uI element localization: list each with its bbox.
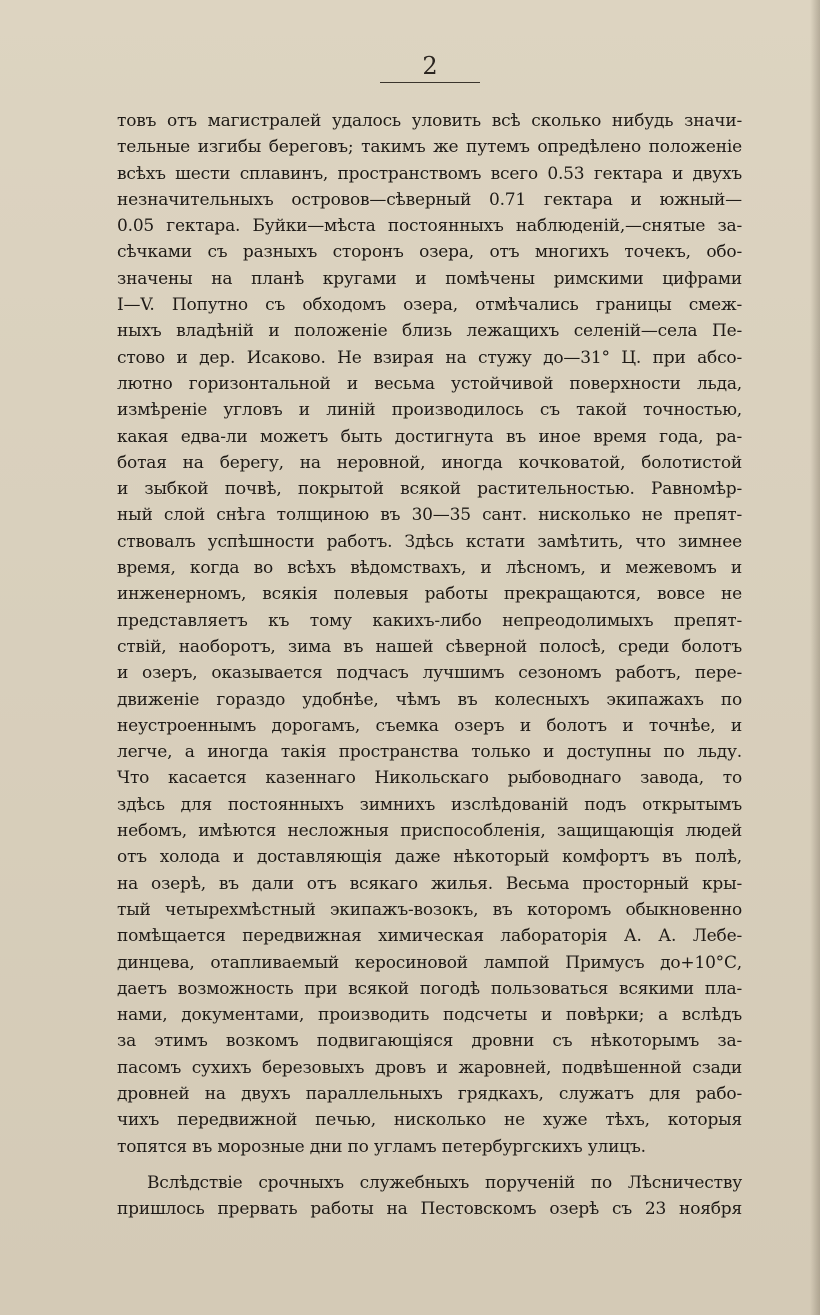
text-line: стово и дер. Исаково. Не взирая на стужу до—31° Ц. при абсо-: [117, 347, 742, 368]
paragraph-1: [117, 108, 742, 1160]
text-line: пасомъ сухихъ березовыхъ дровъ и жаровней, подвѣшенной сзади: [117, 1057, 742, 1078]
text-line: лютно горизонтальной и весьма устойчивой поверхности льда,: [117, 373, 742, 394]
text-line: дровней на двухъ параллельныхъ грядкахъ, служатъ для рабо-: [117, 1083, 742, 1104]
text-line: Что касается казеннаго Никольскаго рыбоводнаго завода, то: [117, 768, 742, 789]
text-line: инженерномъ, всякія полевыя работы прекращаются, вовсе не: [117, 584, 742, 605]
text-line: даетъ возможность при всякой погодѣ пользоваться всякими пла-: [117, 978, 742, 999]
page-body: [117, 108, 742, 1222]
text-line: легче, а иногда такія пространства только и доступны по льду.: [117, 742, 742, 763]
text-line: тый четырехмѣстный экипажъ-возокъ, въ которомъ обыкновенно: [117, 899, 742, 920]
text-line: пришлось прервать работы на Пестовскомъ озерѣ съ 23 ноября: [117, 1199, 742, 1220]
text-line: динцева, отапливаемый керосиновой лампой Примусъ до+10°С,: [117, 952, 742, 973]
text-line: ныхъ владѣній и положеніе близь лежащихъ селеній—села Пе-: [117, 321, 742, 342]
text-line: небомъ, имѣются несложныя приспособленія, защищающія людей: [117, 821, 742, 842]
header-rule: [380, 82, 480, 83]
text-line: измѣреніе угловъ и линій производилось съ такой точностью,: [117, 400, 742, 421]
text-line: и зыбкой почвѣ, покрытой всякой растительностью. Равномѣр-: [117, 479, 742, 500]
text-line: значены на планѣ кругами и помѣчены римскими цифрами: [117, 268, 742, 289]
text-line: чихъ передвижной печью, нисколько не хуже тѣхъ, которыя: [117, 1110, 742, 1131]
text-line: I—V. Попутно съ обходомъ озера, отмѣчались границы смеж-: [117, 295, 742, 316]
text-line: ботая на берегу, на неровной, иногда кочковатой, болотистой: [117, 452, 742, 473]
text-line: сѣчками съ разныхъ сторонъ озера, отъ многихъ точекъ, обо-: [117, 242, 742, 263]
text-line: время, когда во всѣхъ вѣдомствахъ, и лѣсномъ, и межевомъ и: [117, 558, 742, 579]
text-line: топятся въ морозные дни по угламъ петербургскихъ улицъ.: [117, 1136, 646, 1157]
page-edge-shadow: [810, 0, 820, 1315]
text-line: ствовалъ успѣшности работъ. Здѣсь кстати замѣтить, что зимнее: [117, 531, 742, 552]
text-line: помѣщается передвижная химическая лабораторія А. А. Лебе-: [117, 926, 742, 947]
text-line: ствій, наоборотъ, зима въ нашей сѣверной полосѣ, среди болотъ: [117, 636, 742, 657]
text-line: и озеръ, оказывается подчасъ лучшимъ сезономъ работъ, пере-: [117, 663, 742, 684]
text-line: незначительныхъ островов—сѣверный 0.71 гектара и южный—: [117, 189, 742, 210]
text-line: ный слой снѣга толщиною въ 30—35 сант. нисколько не препят-: [117, 505, 742, 526]
text-line: здѣсь для постоянныхъ зимнихъ изслѣдованій подъ открытымъ: [117, 794, 742, 815]
text-line: представляетъ къ тому какихъ-либо непреодолимыхъ препят-: [117, 610, 742, 631]
text-line: товъ отъ магистралей удалось уловить всѣ сколько нибудь значи-: [117, 111, 742, 131]
paragraph-2: [117, 1170, 742, 1223]
page-number: 2: [422, 52, 438, 80]
text-line: движеніе гораздо удобнѣе, чѣмъ въ колесныхъ экипажахъ по: [117, 689, 742, 710]
text-line: на озерѣ, въ дали отъ всякаго жилья. Весьма просторный кры-: [117, 873, 742, 894]
text-line: 0.05 гектара. Буйки—мѣста постоянныхъ наблюденій,—снятые за-: [117, 216, 742, 237]
text-line: Вслѣдствіе срочныхъ служебныхъ порученій по Лѣсничеству: [147, 1172, 742, 1193]
text-line: тельные изгибы береговъ; такимъ же путемъ опредѣлено положеніе: [117, 137, 742, 158]
text-line: нами, документами, производить подсчеты и повѣрки; а вслѣдъ: [117, 1005, 742, 1026]
text-line: неустроеннымъ дорогамъ, съемка озеръ и болотъ и точнѣе, и: [117, 715, 742, 736]
text-line: всѣхъ шести сплавинъ, пространствомъ всего 0.53 гектара и двухъ: [117, 163, 742, 184]
text-line: за этимъ возкомъ подвигающіяся дровни съ нѣкоторымъ за-: [117, 1031, 742, 1052]
text-line: какая едва-ли можетъ быть достигнута въ иное время года, ра-: [117, 426, 742, 447]
text-line: отъ холода и доставляющія даже нѣкоторый комфортъ въ полѣ,: [117, 847, 742, 868]
